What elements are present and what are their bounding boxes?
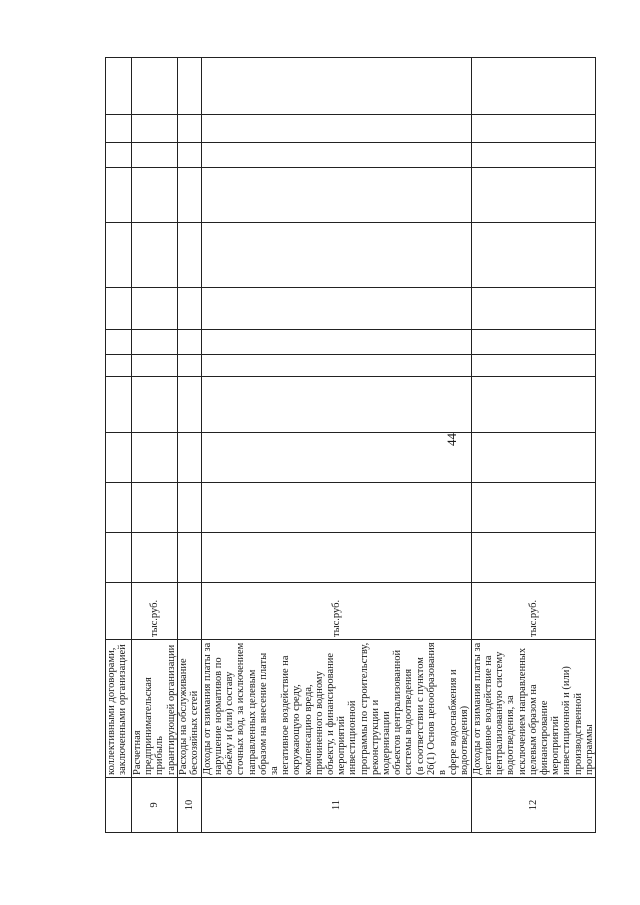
empty-value-cell bbox=[177, 115, 201, 143]
row-name-cell bbox=[471, 640, 595, 778]
row-name-line: сточных вод, за исключением bbox=[235, 642, 247, 775]
empty-value-cell bbox=[201, 288, 471, 330]
row-unit-cell bbox=[177, 583, 201, 640]
row-name-cell bbox=[177, 640, 201, 778]
row-number-cell: 11 bbox=[201, 778, 471, 833]
table-row bbox=[177, 58, 201, 833]
row-name-line: негативное воздействие на bbox=[482, 655, 494, 775]
empty-value-cell bbox=[471, 377, 595, 433]
row-name-line: централизованную систему bbox=[494, 651, 506, 775]
empty-value-cell bbox=[132, 143, 178, 168]
row-number-cell: 12 bbox=[471, 778, 595, 833]
row-name-cell bbox=[201, 640, 471, 778]
empty-value-cell bbox=[106, 223, 132, 288]
empty-value-cell bbox=[471, 223, 595, 288]
row-name-cell bbox=[132, 640, 178, 778]
empty-value-cell bbox=[132, 288, 178, 330]
empty-value-cell bbox=[177, 377, 201, 433]
row-number-cell: 10 bbox=[177, 778, 201, 833]
empty-value-cell bbox=[106, 433, 132, 483]
empty-value-cell bbox=[106, 377, 132, 433]
empty-value-cell bbox=[132, 168, 178, 223]
row-name-line: инвестиционной и (или) bbox=[561, 666, 573, 775]
rotated-table-wrapper bbox=[105, 58, 595, 833]
row-name-line: окружающую среду, bbox=[291, 684, 303, 775]
row-name-line: водоотведения, за bbox=[505, 695, 517, 775]
empty-value-cell bbox=[106, 168, 132, 223]
empty-value-cell bbox=[132, 58, 178, 115]
empty-value-cell bbox=[132, 377, 178, 433]
row-name-line: компенсацию вреда, bbox=[302, 684, 314, 775]
empty-value-cell bbox=[471, 288, 595, 330]
empty-value-cell bbox=[471, 168, 595, 223]
empty-value-cell bbox=[471, 483, 595, 533]
page-number: 44 bbox=[444, 433, 459, 446]
row-number-cell: 9 bbox=[132, 778, 178, 833]
row-name-line: объёму и (или) составу bbox=[224, 671, 236, 775]
table-row bbox=[106, 58, 132, 833]
row-name-line: объекту, и финансирование bbox=[325, 652, 337, 775]
row-name-line: 26(1) Основ ценообразования в bbox=[425, 642, 449, 775]
empty-value-cell bbox=[177, 58, 201, 115]
empty-value-cell bbox=[177, 433, 201, 483]
row-name-line: (в соответствии с пунктом bbox=[414, 657, 426, 775]
empty-value-cell bbox=[201, 143, 471, 168]
empty-value-cell bbox=[106, 115, 132, 143]
row-name-line: производственной программы bbox=[572, 693, 595, 775]
row-unit-cell: тыс.руб. bbox=[132, 583, 178, 640]
empty-value-cell bbox=[106, 483, 132, 533]
empty-value-cell bbox=[201, 377, 471, 433]
table-body bbox=[106, 58, 596, 833]
table-row bbox=[471, 58, 595, 833]
row-name-line: гарантирующей организации bbox=[165, 644, 177, 775]
data-table bbox=[105, 57, 596, 833]
empty-value-cell bbox=[177, 355, 201, 377]
empty-value-cell bbox=[201, 483, 471, 533]
row-name-line: Расчетная bbox=[132, 730, 143, 775]
row-name-line: реконструкции и модернизации bbox=[369, 699, 393, 775]
row-name-line: предпринимательская прибыль bbox=[143, 677, 166, 775]
table-row bbox=[132, 58, 178, 833]
row-name-line: коллективными договорами, bbox=[106, 647, 117, 775]
row-name-line: объектов централизованной bbox=[392, 649, 404, 775]
empty-value-cell bbox=[106, 330, 132, 355]
empty-value-cell bbox=[471, 143, 595, 168]
empty-value-cell bbox=[177, 223, 201, 288]
row-name-line: заключенными организацией bbox=[117, 644, 129, 775]
empty-value-cell bbox=[132, 433, 178, 483]
row-name-line: образом на внесение платы за bbox=[257, 652, 281, 775]
empty-value-cell bbox=[106, 288, 132, 330]
empty-value-cell bbox=[201, 330, 471, 355]
row-name-line: водоотведения) bbox=[459, 705, 471, 775]
empty-value-cell bbox=[201, 223, 471, 288]
row-name-line: негативное воздействие на bbox=[280, 655, 292, 775]
empty-value-cell bbox=[106, 533, 132, 583]
empty-value-cell bbox=[201, 115, 471, 143]
empty-value-cell bbox=[132, 115, 178, 143]
table-row bbox=[201, 58, 471, 833]
row-name-line: сфере водоснабжения и bbox=[448, 669, 460, 775]
empty-value-cell bbox=[201, 58, 471, 115]
empty-value-cell bbox=[177, 143, 201, 168]
empty-value-cell bbox=[471, 58, 595, 115]
row-name-line: программы по строительству, bbox=[358, 642, 370, 775]
row-unit-cell bbox=[106, 583, 132, 640]
empty-value-cell bbox=[201, 533, 471, 583]
empty-value-cell bbox=[201, 433, 471, 483]
empty-value-cell bbox=[471, 533, 595, 583]
row-name-line: бесхозяйных сетей bbox=[189, 690, 201, 775]
empty-value-cell bbox=[177, 533, 201, 583]
empty-value-cell bbox=[471, 355, 595, 377]
empty-value-cell bbox=[471, 330, 595, 355]
row-name-line: причиненного водному bbox=[313, 671, 325, 775]
empty-value-cell bbox=[177, 330, 201, 355]
empty-value-cell bbox=[132, 483, 178, 533]
empty-value-cell bbox=[132, 533, 178, 583]
empty-value-cell bbox=[471, 115, 595, 143]
empty-value-cell bbox=[177, 288, 201, 330]
row-name-line: финансирование мероприятий bbox=[538, 700, 562, 775]
empty-value-cell bbox=[177, 483, 201, 533]
empty-value-cell bbox=[106, 143, 132, 168]
row-unit-cell: тыс.руб. bbox=[201, 583, 471, 640]
row-unit-cell: тыс.руб. bbox=[471, 583, 595, 640]
row-name-line: Доходы от взимания платы за bbox=[201, 642, 213, 775]
empty-value-cell bbox=[177, 168, 201, 223]
empty-value-cell bbox=[106, 58, 132, 115]
row-name-line: Доходы от взимания платы за bbox=[471, 642, 483, 775]
empty-value-cell bbox=[132, 355, 178, 377]
row-name-line: целевым образом на bbox=[527, 684, 539, 775]
row-name-line: Расходы на обслуживание bbox=[177, 658, 189, 775]
row-number-cell bbox=[106, 778, 132, 833]
empty-value-cell bbox=[106, 355, 132, 377]
row-name-line: направленных целевым bbox=[246, 669, 258, 775]
row-name-line: нарушение нормативов по bbox=[213, 657, 225, 775]
empty-value-cell bbox=[201, 168, 471, 223]
row-name-line: исключением направленных bbox=[516, 647, 528, 775]
empty-value-cell bbox=[132, 330, 178, 355]
empty-value-cell bbox=[471, 433, 595, 483]
row-name-cell bbox=[106, 640, 132, 778]
row-name-line: системы водоотведения bbox=[403, 668, 415, 775]
empty-value-cell bbox=[201, 355, 471, 377]
empty-value-cell bbox=[132, 223, 178, 288]
row-name-line: мероприятий инвестиционной bbox=[336, 700, 359, 775]
